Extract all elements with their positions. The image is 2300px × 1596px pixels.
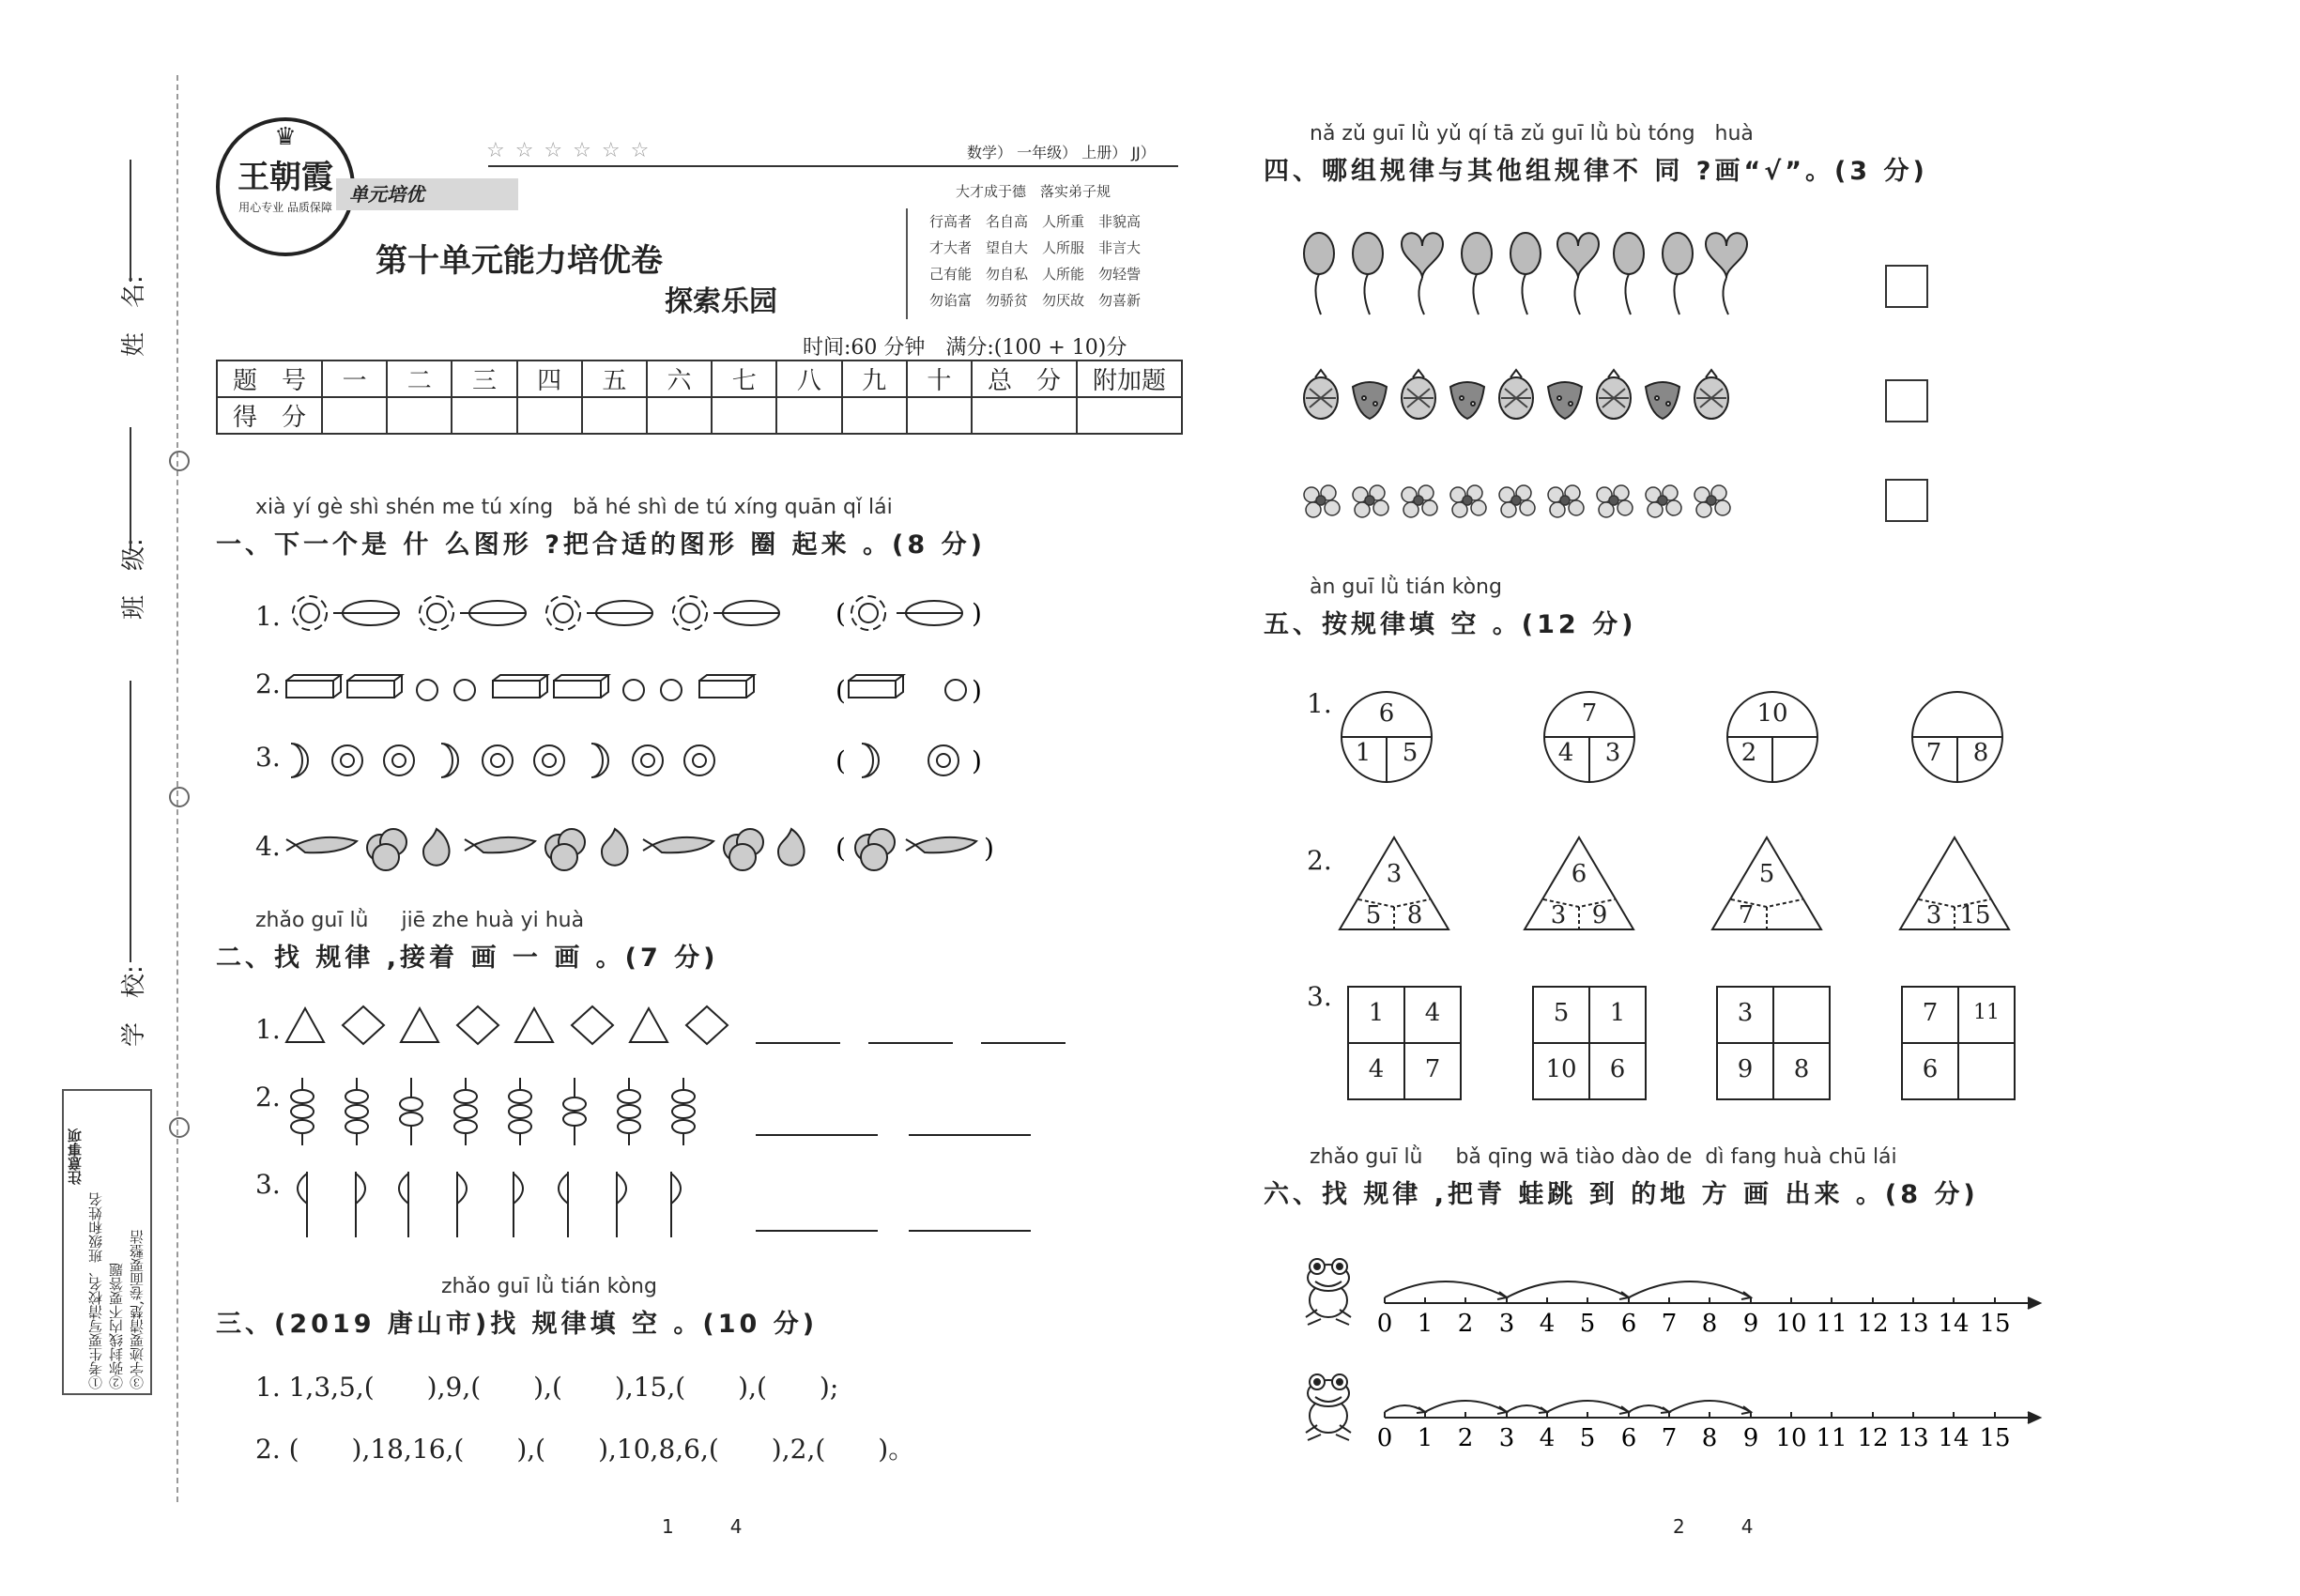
q2-row1-shapes [286,1005,728,1048]
q5-triangle-puzzle[interactable] [1710,836,1823,934]
tick-label: 8 [1701,1424,1718,1452]
notice-box [62,1089,152,1395]
score-header-cell: 六 [647,361,712,397]
q1-title: 一、下一个是 什 么图形 ?把合适的图形 圈 起来 。(8 分) [216,530,986,560]
triangle-top-value: 5 [1758,860,1775,888]
score-row-label: 得 分 [217,397,322,434]
grid-tr-value: 11 [1973,1001,2000,1024]
score-cell[interactable] [842,397,907,434]
svg-text:): ) [972,675,982,706]
q1-pinyin: xià yí gè shì shén me tú xíng bǎ hé shì de tú xíng quān qǐ lái [255,496,893,519]
q4-checkbox-2[interactable] [1885,379,1928,422]
tick-label: 5 [1579,1310,1596,1338]
tick-label: 9 [1742,1424,1759,1452]
score-header-cell: 附加题 [1077,361,1182,397]
tick-label: 2 [1457,1424,1474,1452]
tick-label: 5 [1579,1424,1596,1452]
circle-top-value: 7 [1581,699,1598,728]
svg-text:(: ( [836,675,846,706]
q1-row2-options[interactable] [836,671,986,709]
school-field[interactable] [130,681,131,962]
grid-tl-value: 5 [1553,999,1570,1027]
motto-title: 大才成于德 落实弟子规 [956,183,1112,200]
q5-circle-puzzle[interactable] [1340,690,1434,784]
tick-label: 12 [1857,1424,1889,1452]
q2-row2-blank[interactable] [756,1134,878,1136]
q2-row3-blank[interactable] [756,1230,878,1232]
q2-pinyin: zhǎo guī lǜ jiē zhe huà yi huà [255,909,585,932]
q2-label-3: 3. [255,1169,281,1200]
header-rule [488,165,1178,167]
q2-row1-blank[interactable] [756,1042,840,1044]
circle-right-value: 5 [1402,739,1418,767]
triangle-right-value: 8 [1406,901,1423,929]
q4-title: 四、哪组规律与其他组规律不 同 ?画“√”。(3 分) [1264,157,1928,186]
grid-tr-value: 1 [1609,999,1626,1027]
q5-label-1: 1. [1307,688,1332,719]
q6-title: 六、找 规律 ,把青 蛙跳 到 的地 方 画 出来 。(8 分) [1264,1180,1979,1209]
svg-text:): ) [984,833,994,864]
time-info: 时间:60 分钟 满分:(100 + 10)分 [803,336,1127,360]
tick-label: 6 [1620,1424,1637,1452]
score-cell[interactable] [776,397,841,434]
tick-label: 3 [1498,1424,1515,1452]
brand-slogan: 用心专业 品质保障 [238,201,332,214]
tag-grade: 一年级 [1017,144,1063,161]
tick-label: 14 [1938,1310,1970,1338]
number-line-2[interactable] [1375,1371,2051,1452]
circle-right-value: 3 [1604,739,1621,767]
tag-edition: JJ [1131,144,1141,161]
q2-row2-beads [299,1078,712,1145]
grid-bl-value: 9 [1737,1055,1754,1083]
notice-line-1: ①考生要写清校名、班级和姓名 [87,1192,104,1389]
grid-tl-value: 1 [1368,999,1385,1027]
score-cell[interactable] [582,397,647,434]
grid-tr-value: 4 [1424,999,1441,1027]
score-cell[interactable] [387,397,452,434]
grid-bl-value: 6 [1922,1055,1939,1083]
q5-triangle-puzzle[interactable] [1338,836,1450,934]
q1-row1-options[interactable] [836,590,986,637]
q5-title: 五、按规律填 空 。(12 分) [1264,610,1637,639]
svg-text:(: ( [836,745,846,776]
q3-line-2[interactable]: 2. ( ),18,16,( ),( ),10,8,6,( ),2,( )。 [255,1434,915,1465]
triangle-right-value: 9 [1591,901,1608,929]
tick-label: 12 [1857,1310,1889,1338]
q4-row2-fruits [1300,368,1732,424]
q4-checkbox-3[interactable] [1885,479,1928,522]
q2-row3-flags [296,1172,709,1237]
circle-top-value: 6 [1378,699,1395,728]
tick-label: 4 [1539,1424,1556,1452]
q2-label-2: 2. [255,1082,281,1113]
motto-line-1: 行高者 名自高 人所重 非貌高 [929,213,1142,230]
section-tag: 单元培优 [336,178,518,210]
circle-left-value: 4 [1557,739,1574,767]
q5-triangle-puzzle[interactable] [1898,836,2011,934]
score-header-cell: 一 [322,361,387,397]
circle-left-value: 2 [1740,739,1757,767]
frog-icon [1300,1369,1357,1444]
score-header-cell: 七 [712,361,776,397]
school-label: 学 校: [120,965,148,1047]
tick-label: 7 [1661,1424,1678,1452]
q5-circle-puzzle[interactable] [1910,690,2004,784]
tick-label: 2 [1457,1310,1474,1338]
tick-label: 3 [1498,1310,1515,1338]
score-header-cell: 八 [776,361,841,397]
tick-label: 0 [1376,1424,1393,1452]
score-cell[interactable] [712,397,776,434]
circle-left-value: 7 [1925,739,1942,767]
score-header-cell: 四 [517,361,582,397]
grid-bl-value: 4 [1368,1055,1385,1083]
q1-row1-sequence [282,590,807,637]
q5-grid-puzzle[interactable] [1532,986,1647,1100]
triangle-top-value: 6 [1571,860,1587,888]
brand-logo [216,117,355,256]
score-cell[interactable] [1077,397,1182,434]
tick-label: 8 [1701,1310,1718,1338]
name-label: 姓 名: [120,275,148,357]
grid-bl-value: 10 [1545,1055,1577,1083]
q3-pinyin: zhǎo guī lǜ tián kòng [441,1275,657,1298]
circle-left-value: 1 [1355,739,1372,767]
q1-row3-options[interactable] [836,742,986,779]
score-cell[interactable] [517,397,582,434]
frog-icon [1300,1253,1357,1328]
motto-divider [906,208,908,319]
tick-label: 0 [1376,1310,1393,1338]
q1-label-3: 3. [255,742,281,773]
score-cell[interactable] [647,397,712,434]
score-table-score-row [217,397,1182,434]
grid-br-value: 7 [1424,1055,1441,1083]
score-cell[interactable] [907,397,972,434]
score-cell[interactable] [452,397,516,434]
tick-label: 1 [1417,1424,1434,1452]
score-header-cell: 题 号 [217,361,322,397]
tick-label: 4 [1539,1310,1556,1338]
name-field[interactable] [130,160,131,282]
tick-label: 15 [1979,1310,2011,1338]
grid-br-value: 6 [1609,1055,1626,1083]
page-title: 第十单元能力培优卷 [376,242,663,280]
class-label: 班 级: [120,538,148,620]
tick-label: 6 [1620,1310,1637,1338]
svg-text:): ) [972,598,982,629]
score-table [216,360,1183,435]
triangle-top-value: 3 [1386,860,1403,888]
circle-top-value: 10 [1756,699,1788,728]
tick-label: 9 [1742,1310,1759,1338]
tick-label: 1 [1417,1310,1434,1338]
brand-crown-icon: ♛ [274,123,297,151]
tick-label: 15 [1979,1424,2011,1452]
q5-triangle-puzzle[interactable] [1523,836,1635,934]
tick-label: 14 [1938,1424,1970,1452]
notice-line-3: ③字迹要清楚,卷面要整洁 [129,1230,146,1389]
q1-label-2: 2. [255,668,281,699]
tag-term: 上册 [1081,144,1112,161]
q5-circle-puzzle[interactable] [1725,690,1819,784]
q5-grid-puzzle[interactable] [1716,986,1831,1100]
grid-br-value: 8 [1793,1055,1810,1083]
binding-hole-icon [169,787,190,807]
score-cell[interactable] [972,397,1077,434]
triangle-left-value: 5 [1365,901,1382,929]
page-number-left: 1 4 [662,1515,743,1538]
grid-tl-value: 7 [1922,999,1939,1027]
tick-label: 11 [1816,1310,1848,1338]
meta-tags: 数学） 一年级） 上册） JJ） [967,144,1156,161]
score-header-cell: 九 [842,361,907,397]
q1-row2-sequence [286,671,756,709]
q5-grid-puzzle[interactable] [1347,986,1462,1100]
tick-label: 10 [1775,1310,1807,1338]
page-number-right: 2 4 [1673,1515,1754,1538]
score-header-cell: 三 [452,361,516,397]
q3-title: 三、(2019 唐山市)找 规律填 空 。(10 分) [216,1310,819,1339]
binding-hole-icon [169,1117,190,1138]
notice-line-2: ②弥封线内不要答题 [108,1263,125,1389]
class-field[interactable] [130,427,131,549]
q5-label-3: 3. [1307,981,1332,1012]
tick-label: 11 [1816,1424,1848,1452]
q5-grid-puzzle[interactable] [1901,986,2016,1100]
q1-row4-sequence [286,821,812,873]
triangle-left-value: 3 [1550,901,1567,929]
triangle-left-value: 7 [1738,901,1755,929]
q4-pinyin: nǎ zǔ guī lǜ yǔ qí tā zǔ guī lǜ bù tóng huà [1310,122,1754,146]
triangle-right-value: 15 [1959,901,1991,929]
q6-pinyin: zhǎo guī lǜ bǎ qīng wā tiào dào de dì fang huà chū lái [1310,1145,1897,1169]
q2-row1-blank[interactable] [981,1042,1066,1044]
q4-row3-flowers [1300,474,1732,526]
tick-label: 10 [1775,1424,1807,1452]
score-table-header-row [217,361,1182,397]
circle-right-value: 8 [1972,739,1989,767]
score-header-cell: 二 [387,361,452,397]
score-header-cell: 五 [582,361,647,397]
q5-pinyin: àn guī lǜ tián kòng [1310,575,1502,599]
score-header-cell: 十 [907,361,972,397]
q1-label-1: 1. [255,601,281,632]
motto-line-3: 己有能 勿自私 人所能 勿轻訾 [929,266,1142,283]
number-line-1[interactable] [1375,1256,2051,1338]
tick-label: 13 [1897,1424,1929,1452]
q2-label-1: 1. [255,1014,281,1045]
q4-checkbox-1[interactable] [1885,265,1928,308]
page-subtitle: 探索乐园 [665,285,777,318]
tag-subject: 数学 [967,144,998,161]
binding-hole-icon [169,451,190,471]
q2-row1-blank[interactable] [868,1042,953,1044]
q1-row3-sequence [286,742,709,779]
q5-label-2: 2. [1307,845,1332,876]
motto-line-4: 勿谄富 勿骄贫 勿厌故 勿喜新 [929,292,1142,309]
brand-name: 王朝霞 [238,159,333,196]
q2-title: 二、找 规律 ,接着 画 一 画 。(7 分) [216,944,719,973]
tick-label: 7 [1661,1310,1678,1338]
score-cell[interactable] [322,397,387,434]
motto-line-2: 才大者 望自大 人所服 非言大 [929,239,1142,256]
triangle-left-value: 3 [1925,901,1942,929]
svg-text:(: ( [836,833,846,864]
q4-row1-balloons [1300,225,1732,319]
q1-row4-options[interactable] [836,821,995,873]
tick-label: 13 [1897,1310,1929,1338]
rating-stars: ☆ ☆ ☆ ☆ ☆ ☆ [486,139,652,162]
q3-line-1[interactable]: 1. 1,3,5,( ),9,( ),( ),15,( ),( ); [255,1372,839,1403]
q2-row3-blank[interactable] [909,1230,1031,1232]
notice-title: 注意事项 [67,1128,84,1185]
q2-row2-blank[interactable] [909,1134,1031,1136]
grid-tl-value: 3 [1737,999,1754,1027]
q5-circle-puzzle[interactable] [1542,690,1636,784]
svg-text:(: ( [836,598,846,629]
svg-text:): ) [972,745,982,776]
q1-label-4: 4. [255,831,281,862]
score-header-cell: 总 分 [972,361,1077,397]
